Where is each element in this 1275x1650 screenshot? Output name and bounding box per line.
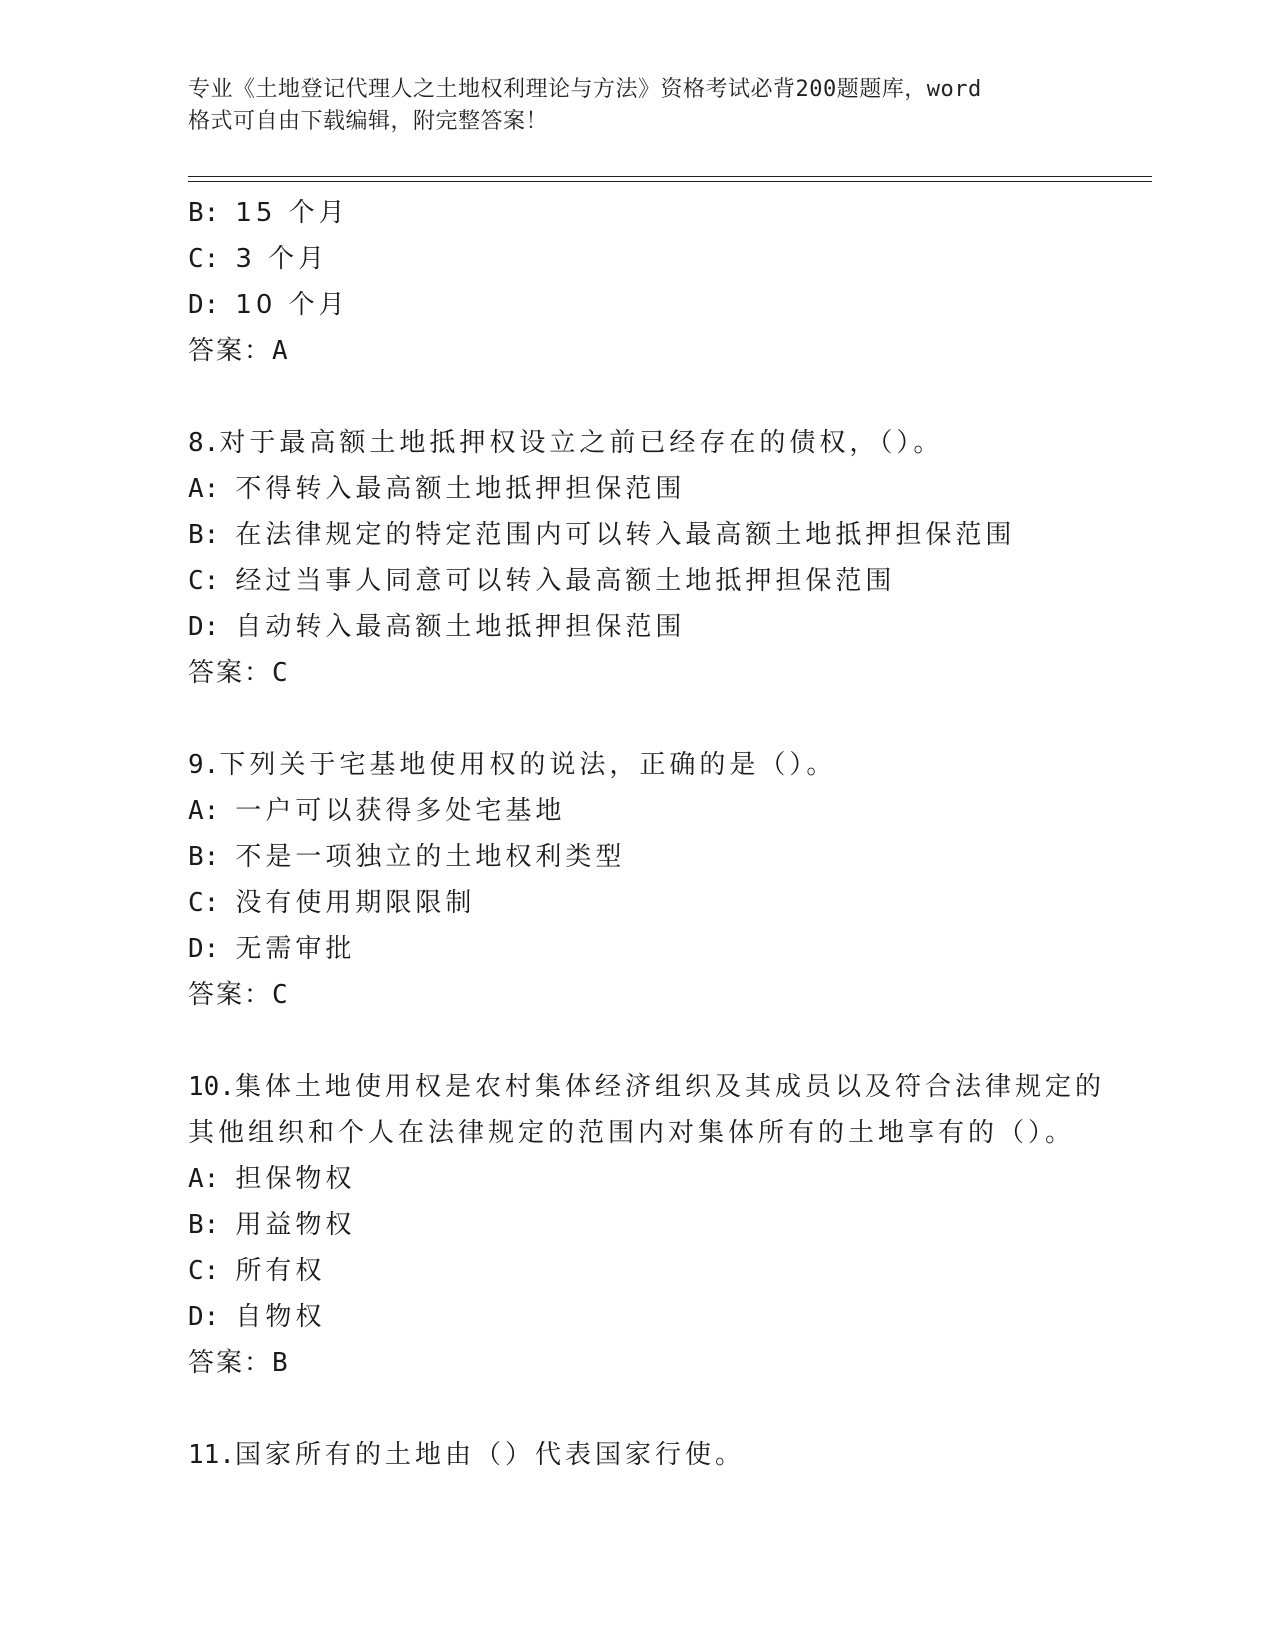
question-list [188, 190, 1148, 1478]
option-text: 15 个月 [235, 198, 349, 228]
document-header [188, 74, 1088, 138]
option-a [188, 1156, 1148, 1202]
answer-label: 答案： [188, 336, 273, 366]
answer-line [188, 1340, 1148, 1386]
answer-line [188, 328, 1148, 374]
answer-label: 答案： [188, 658, 273, 688]
option-text: 所有权 [235, 1256, 326, 1286]
option-label: C: [188, 1256, 220, 1286]
question-stem-line-2: 其他组织和个人在法律规定的范围内对集体所有的土地享有的（）。 [188, 1118, 1076, 1148]
question-stem [188, 1432, 1088, 1478]
option-b [188, 1202, 1148, 1248]
option-label: A: [188, 796, 220, 826]
option-text: 一户可以获得多处宅基地 [235, 796, 566, 826]
answer-label: 答案： [188, 1348, 273, 1378]
option-c [188, 236, 1148, 282]
option-text: 自物权 [235, 1302, 326, 1332]
answer-value: C [272, 658, 290, 688]
option-b [188, 190, 1148, 236]
question-number: 8. [188, 428, 220, 458]
question-stem-line-1 [188, 1064, 1148, 1110]
option-label: B: [188, 520, 220, 550]
answer-value: A [272, 336, 290, 366]
option-label: D: [188, 934, 220, 964]
answer-value: B [272, 1348, 290, 1378]
option-text: 在法律规定的特定范围内可以转入最高额土地抵押担保范围 [235, 520, 1016, 550]
question-11 [188, 1432, 1148, 1478]
option-b [188, 512, 1148, 558]
option-label: C: [188, 244, 220, 274]
option-a [188, 466, 1148, 512]
question-number: 11. [188, 1440, 235, 1470]
option-c [188, 1248, 1148, 1294]
answer-line [188, 650, 1148, 696]
question-text: 集体土地使用权是农村集体经济组织及其成员以及符合法律规定的 [234, 1072, 1105, 1102]
question-10 [188, 1064, 1148, 1386]
option-text: 没有使用期限限制 [235, 888, 476, 918]
option-label: A: [188, 474, 220, 504]
option-a [188, 788, 1148, 834]
option-label: C: [188, 888, 220, 918]
question-text: 下列关于宅基地使用权的说法，正确的是（）。 [219, 750, 837, 780]
option-text: 不得转入最高额土地抵押担保范围 [235, 474, 686, 504]
option-label: D: [188, 612, 220, 642]
rule-line-bottom [188, 181, 1152, 182]
question-9 [188, 742, 1148, 1018]
answer-label: 答案： [188, 980, 273, 1010]
header-line-2: 格式可自由下载编辑，附完整答案！ [188, 109, 549, 134]
option-text: 担保物权 [235, 1164, 356, 1194]
option-label: C: [188, 566, 220, 596]
option-b [188, 834, 1148, 880]
question-number: 10. [188, 1072, 235, 1102]
option-text: 经过当事人同意可以转入最高额土地抵押担保范围 [235, 566, 896, 596]
question-stem [188, 742, 1088, 788]
option-label: A: [188, 1164, 220, 1194]
option-text: 用益物权 [235, 1210, 356, 1240]
header-double-rule [188, 176, 1152, 182]
question-text: 对于最高额土地抵押权设立之前已经存在的债权，（）。 [219, 428, 944, 458]
option-text: 不是一项独立的土地权利类型 [235, 842, 626, 872]
question-stem [188, 420, 1088, 466]
option-text: 3 个月 [235, 244, 329, 274]
option-c [188, 880, 1148, 926]
option-d [188, 926, 1148, 972]
option-d [188, 1294, 1148, 1340]
question-text: 国家所有的土地由（）代表国家行使。 [234, 1440, 745, 1470]
option-text: 无需审批 [235, 934, 356, 964]
option-label: B: [188, 1210, 220, 1240]
question-8 [188, 420, 1148, 696]
option-text: 10 个月 [235, 290, 349, 320]
option-label: D: [188, 1302, 220, 1332]
question-number: 9. [188, 750, 220, 780]
question-7-continued [188, 190, 1148, 374]
option-label: B: [188, 842, 220, 872]
header-line-1: 专业《土地登记代理人之土地权利理论与方法》资格考试必背200题题库，word [188, 77, 982, 102]
rule-line-top [188, 176, 1152, 177]
option-label: D: [188, 290, 220, 320]
option-c [188, 558, 1148, 604]
answer-value: C [272, 980, 290, 1010]
option-text: 自动转入最高额土地抵押担保范围 [235, 612, 686, 642]
option-label: B: [188, 198, 220, 228]
option-d [188, 282, 1148, 328]
option-d [188, 604, 1148, 650]
answer-line [188, 972, 1148, 1018]
